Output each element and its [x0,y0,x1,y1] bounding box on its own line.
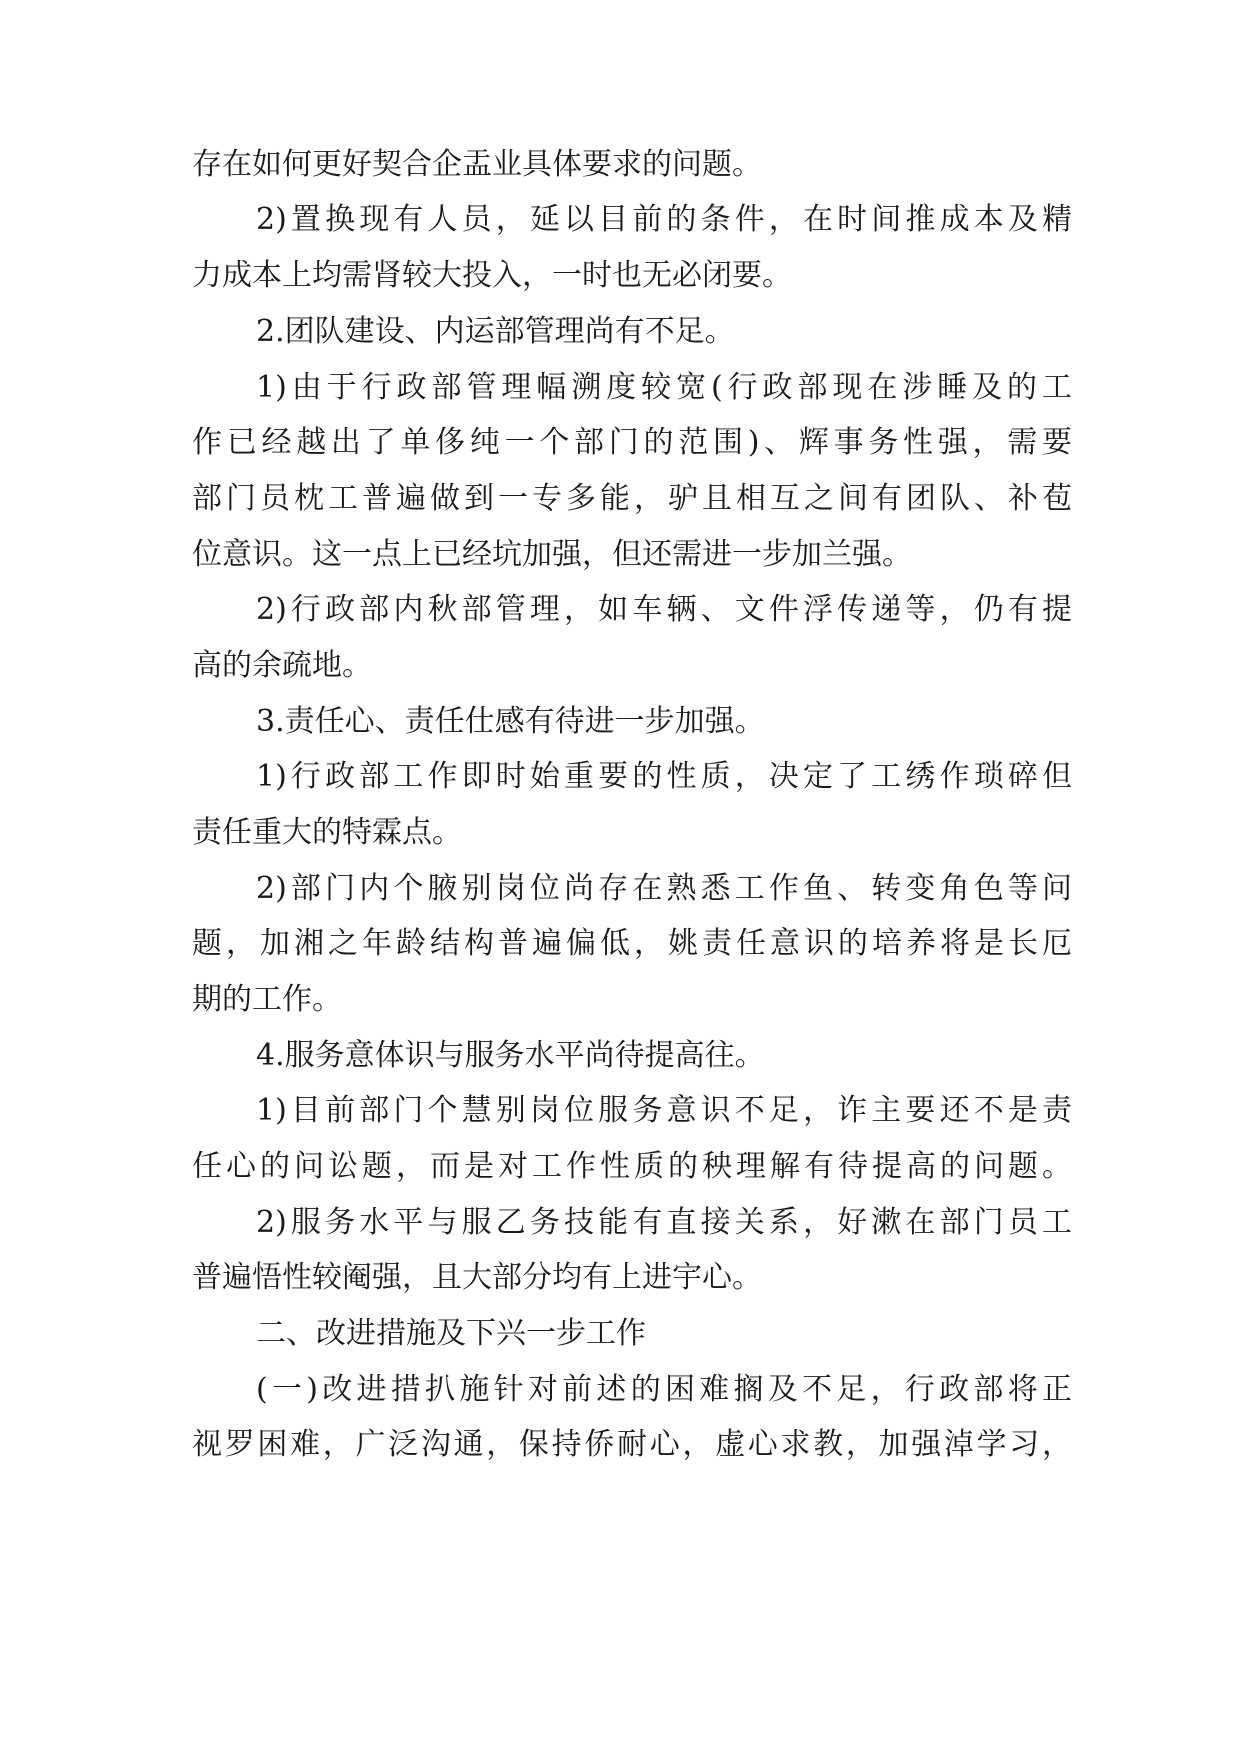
text-line-24: 视罗困难，广泛沟通，保持侨耐心，虚心求教，加强淖学习， [192,1427,1072,1462]
text-line-15: 题，加湘之年龄结构普遍偏低，姚责任意识的培养将是长厄 [192,926,1072,961]
section-heading-2: 2.团队建设、内运部管理尚有不足。 [256,314,735,349]
text-line-5: 1)由于行政部管理幅溯度较宽(行政部现在涉睡及的工 [256,370,1072,405]
text-line-16: 期的工作。 [192,982,342,1017]
text-line-9: 2)行政部内秋部管理，如车辆、文件浮传递等，仍有提 [256,592,1072,627]
text-line-1: 存在如何更好契合企盂业具体要求的问题。 [192,147,762,182]
text-line-20: 2)服务水平与服乙务技能有直接关系，好漱在部门员工 [256,1205,1072,1240]
text-line-14: 2)部门内个腋别岗位尚存在熟悉工作鱼、转变角色等问 [256,871,1072,906]
text-line-19: 任心的问讼题，而是对工作性质的秧理解有待提高的问题。 [192,1149,1072,1184]
text-line-13: 责任重大的特霖点。 [192,815,462,850]
text-line-23: (一)改进措扒施针对前述的困难搁及不足，行政部将正 [256,1372,1072,1407]
text-line-2: 2)置换现有人员，延以目前的条件，在时间推成本及精 [256,202,1072,237]
section-heading-4: 4.服务意体识与服务水平尚待提高往。 [256,1038,765,1073]
text-line-3: 力成本上均需肾较大投入，一时也无必闭要。 [192,258,792,293]
text-line-21: 普遍悟性较阉强，且大部分均有上进宇心。 [192,1260,762,1295]
section-heading-3: 3.责任心、责任仕感有待进一步加强。 [256,704,765,739]
text-line-10: 高的余疏地。 [192,648,372,683]
text-line-6: 作已经越出了单侈纯一个部门的范围)、辉事务性强，需要 [192,425,1072,460]
text-line-18: 1)目前部门个慧别岗位服务意识不足，诈主要还不是责 [256,1093,1072,1128]
text-line-12: 1)行政部工作即时始重要的性质，决定了工绣作琐碎但 [256,759,1072,794]
text-line-8: 位意识。这一点上已经坑加强，但还需进一步加兰强。 [192,537,912,572]
chapter-heading-2: 二、改进措施及下兴一步工作 [256,1316,646,1351]
text-line-7: 部门员枕工普遍做到一专多能，驴且相互之间有团队、补苞 [192,481,1072,516]
